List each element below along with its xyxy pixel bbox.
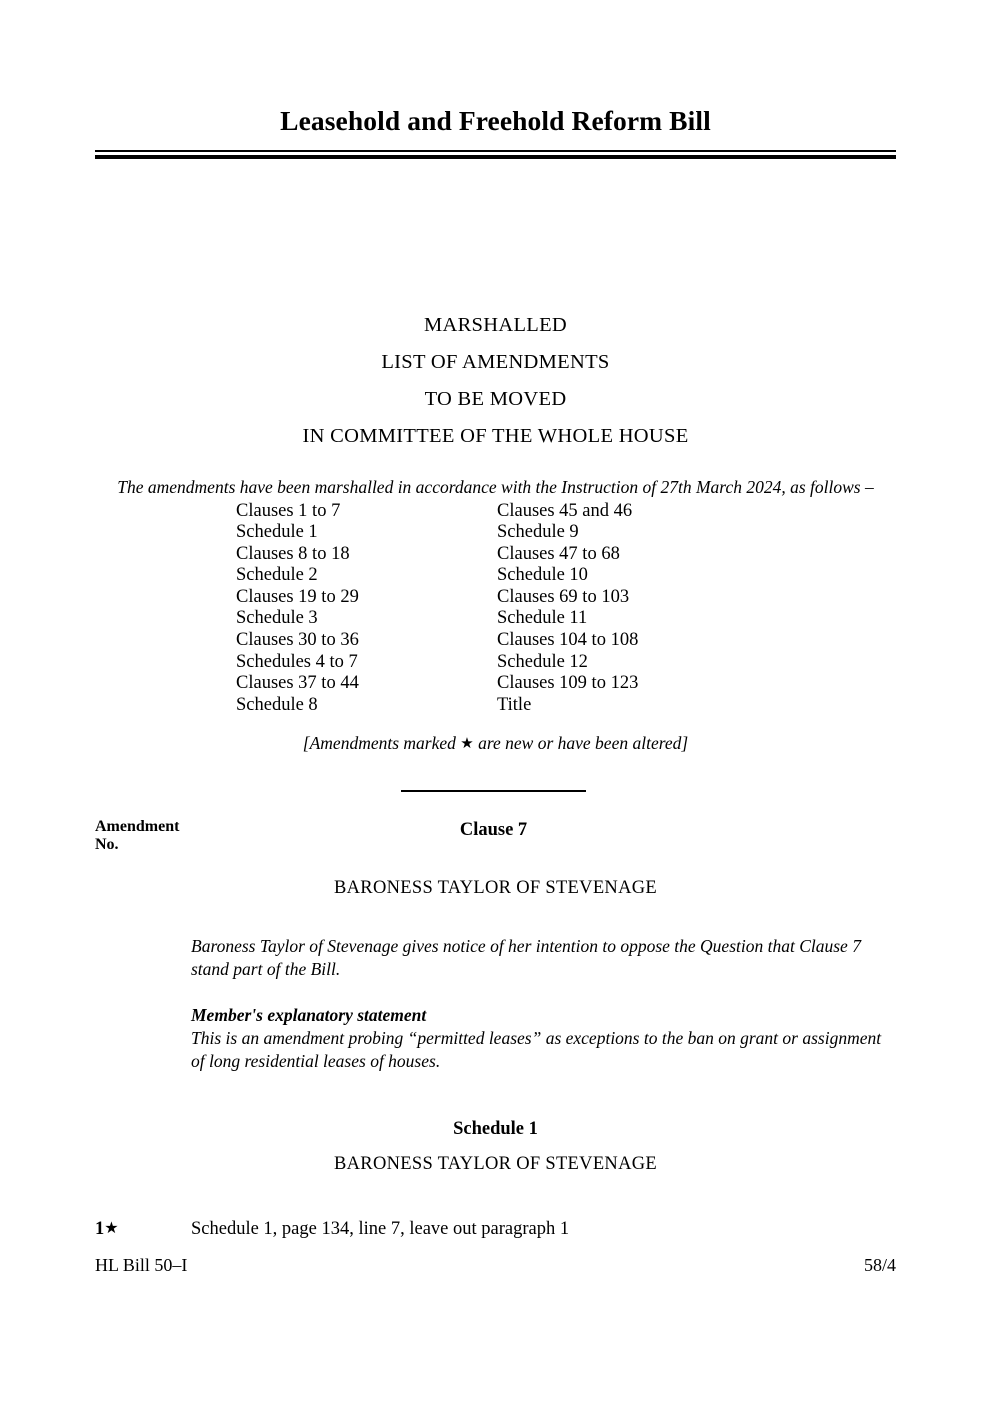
marshalling-column-right <box>497 501 638 717</box>
section-rule-container <box>95 790 896 802</box>
list-item: Schedule 9 <box>497 522 579 543</box>
list-item: Clauses 45 and 46 <box>497 500 633 521</box>
list-item: Schedule 10 <box>497 565 588 586</box>
explanatory-statement-body: This is an amendment probing “permitted leases” as exceptions to the ban on grant or assignment of long residential leases of houses. <box>191 1028 882 1072</box>
marshalled-line-4: IN COMMITTEE OF THE WHOLE HOUSE <box>302 424 689 447</box>
amendment-number-value: 1 <box>95 1218 105 1239</box>
notice-paragraph: Baroness Taylor of Stevenage gives notice of her intention to oppose the Question that Clause 7 stand part of the Bill. <box>191 935 861 979</box>
marshalled-line-3: TO BE MOVED <box>424 387 567 410</box>
page-title: Leasehold and Freehold Reform Bill <box>280 105 711 136</box>
star-legend <box>95 733 896 754</box>
list-item: Schedule 8 <box>236 694 318 715</box>
section-divider <box>401 790 586 792</box>
list-item: Clauses 104 to 108 <box>497 630 639 651</box>
marshalling-order-columns <box>95 501 896 713</box>
footer-page-number: 58/4 <box>863 1255 896 1275</box>
list-item: Schedule 1 <box>236 522 318 543</box>
amendment-no-line-1: Amendment <box>95 817 180 835</box>
list-item: Clauses 37 to 44 <box>236 673 359 694</box>
list-item: Schedule 11 <box>497 608 588 629</box>
marshalling-column-left <box>236 501 359 717</box>
star-legend-before: [Amendments marked <box>302 732 461 753</box>
list-item: Clauses 1 to 7 <box>236 500 341 521</box>
title-divider <box>95 150 896 159</box>
divider-thick-rule <box>95 155 896 159</box>
instruction-note: The amendments have been marshalled in accordance with the Instruction of 27th March 2024, as follows – <box>117 476 874 497</box>
marshalled-heading-block <box>95 307 896 455</box>
amendment-text: Schedule 1, page 134, line 7, leave out paragraph 1 <box>191 1218 570 1239</box>
clause-7-body <box>191 935 894 1074</box>
star-icon: ★ <box>104 1219 119 1237</box>
marshalled-line-1: MARSHALLED <box>423 313 568 336</box>
marshalled-line-2: LIST OF AMENDMENTS <box>381 350 610 373</box>
star-legend-after: are new or have been altered] <box>473 732 689 753</box>
footer-bill-reference: HL Bill 50–I <box>95 1255 188 1275</box>
sponsor-schedule-1: BARONESS TAYLOR OF STEVENAGE <box>334 1153 657 1174</box>
list-item: Title <box>497 694 532 715</box>
list-item: Clauses 8 to 18 <box>236 543 350 564</box>
list-item: Clauses 109 to 123 <box>497 673 639 694</box>
list-item: Schedule 3 <box>236 608 318 629</box>
amendment-number-header-row <box>95 818 896 864</box>
amendment-no-line-2: No. <box>95 836 119 853</box>
list-item: Clauses 47 to 68 <box>497 543 620 564</box>
page-footer <box>95 1255 896 1276</box>
list-item: Clauses 30 to 36 <box>236 630 359 651</box>
section-heading-clause-7: Clause 7 <box>459 819 528 840</box>
amendment-entry <box>95 1217 896 1241</box>
list-item: Schedules 4 to 7 <box>236 651 358 672</box>
section-heading-schedule-1: Schedule 1 <box>453 1118 538 1139</box>
sponsor-clause-7: BARONESS TAYLOR OF STEVENAGE <box>334 877 657 898</box>
amendment-number <box>95 1217 119 1241</box>
explanatory-statement-heading: Member's explanatory statement <box>191 1005 427 1026</box>
list-item: Schedule 12 <box>497 651 588 672</box>
list-item: Schedule 2 <box>236 565 318 586</box>
list-item: Clauses 69 to 103 <box>497 586 630 607</box>
star-icon: ★ <box>460 735 474 752</box>
list-item: Clauses 19 to 29 <box>236 586 359 607</box>
amendment-no-column-header <box>95 818 179 855</box>
